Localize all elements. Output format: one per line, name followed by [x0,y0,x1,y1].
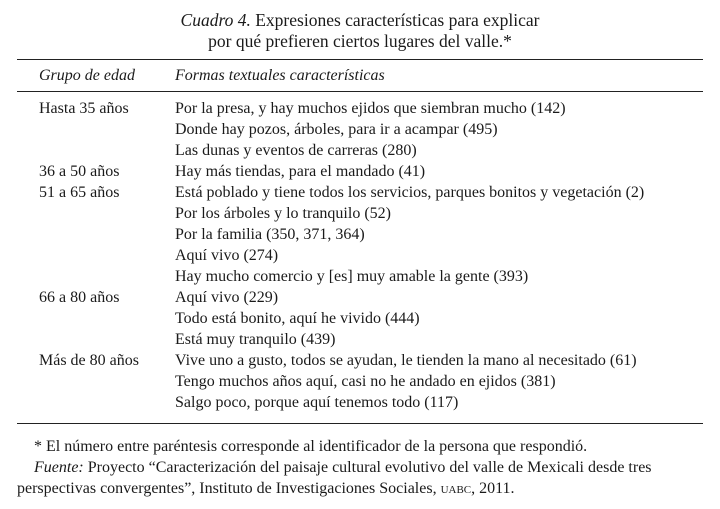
age-group-cell: 51 a 65 años [39,184,120,201]
top-rule [17,59,703,60]
table-row [0,371,720,392]
table-row [0,287,720,308]
source-text: Proyecto “Caracterización del paisaje cultural evolutivo del valle de Mexicali desde tres perspectivas convergentes”, Instituto de Investigaciones Sociales, [17,459,652,497]
text-form-cell: Aquí vivo (274) [175,247,279,264]
text-form-cell: Por la presa, y hay muchos ejidos que siembran mucho (142) [175,100,566,117]
table-row [0,203,720,224]
age-group-cell: Más de 80 años [39,352,139,369]
age-group-cell: 66 a 80 años [39,289,120,306]
text-form-cell: Tengo muchos años aquí, casi no he andado en ejidos (381) [175,373,556,390]
header-forms: Formas textuales características [175,67,385,84]
table-caption [0,10,720,52]
bottom-rule [17,423,703,424]
age-group-cell: Hasta 35 años [39,100,129,117]
header-group: Grupo de edad [39,67,135,84]
text-form-cell: Todo está bonito, aquí he vivido (444) [175,310,420,327]
source-label: Fuente: [34,459,84,476]
caption-label: Cuadro 4. [180,10,251,30]
text-form-cell: Vive uno a gusto, todos se ayudan, le tienden la mano al necesitado (61) [175,352,637,369]
table-row [0,182,720,203]
text-form-cell: Está poblado y tiene todos los servicios, parques bonitos y vegetación (2) [175,184,645,201]
text-form-cell: Aquí vivo (229) [175,289,279,306]
table-row [0,140,720,161]
table-row [0,245,720,266]
text-form-cell: Salgo poco, porque aquí tenemos todo (117) [175,394,459,411]
table-row [0,224,720,245]
text-form-cell: Donde hay pozos, árboles, para ir a acampar (495) [175,121,498,138]
text-form-cell: Por los árboles y lo tranquilo (52) [175,205,391,222]
text-form-cell: Está muy tranquilo (439) [175,331,336,348]
footnote: * El número entre paréntesis corresponde al identificador de la persona que respondió. [34,438,588,455]
table-row [0,119,720,140]
table-row [0,329,720,350]
caption-line-1 [0,10,720,31]
table-row [0,308,720,329]
source-institution: uabc [440,480,472,497]
table-row [0,266,720,287]
source-note [17,457,707,499]
text-form-cell: Hay más tiendas, para el mandado (41) [175,163,426,180]
caption-title-2: por qué prefieren ciertos lugares del valle.* [208,31,512,51]
text-form-cell: Por la familia (350, 371, 364) [175,226,365,243]
age-group-cell: 36 a 50 años [39,163,120,180]
table-row [0,161,720,182]
header-rule [17,91,703,92]
source-year: , 2011. [471,480,515,497]
text-form-cell: Las dunas y eventos de carreras (280) [175,142,417,159]
table-row [0,98,720,119]
text-form-cell: Hay mucho comercio y [es] muy amable la gente (393) [175,268,529,285]
caption-title-1: Expresiones características para explicar [255,10,540,30]
table-row [0,392,720,413]
table-row [0,350,720,371]
